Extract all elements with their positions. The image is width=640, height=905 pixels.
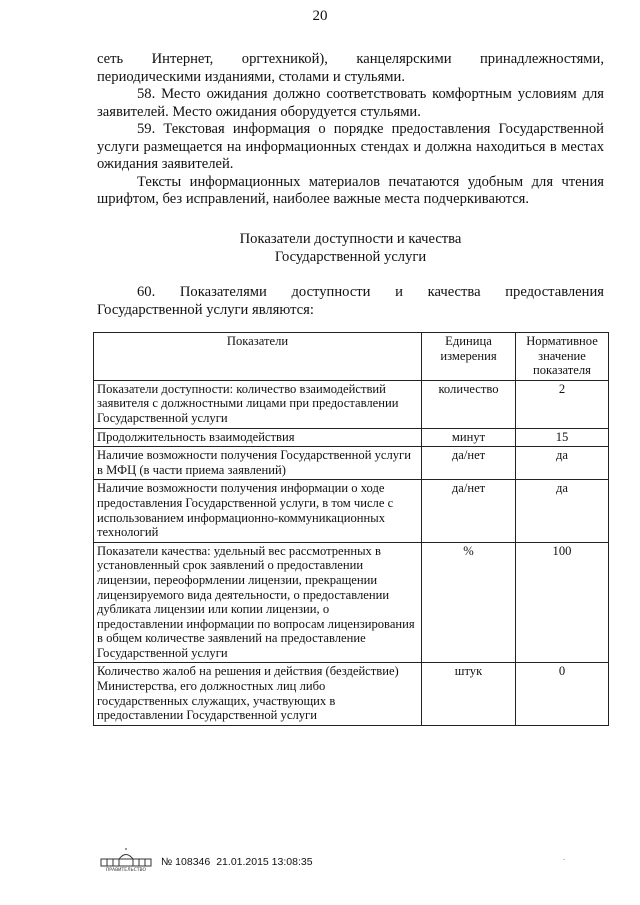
header-value: Нормативное значение показателя	[516, 333, 609, 381]
table-row	[94, 663, 609, 725]
body-text-p60	[97, 284, 604, 319]
section-heading-line-2: Государственной услуги	[274, 248, 427, 265]
cell-unit: штук	[422, 663, 516, 725]
cell-unit: да/нет	[422, 447, 516, 480]
paragraph-58: 58. Место ожидания должно соответствовать комфортным условиям для заявителей. Место ожидания оборудуется стульями.	[97, 86, 604, 120]
paragraph-59: 59. Текстовая информация о порядке предоставления Государственной услуги размещается на информационных стендах и должна находиться в местах ожидания заявителей.	[97, 121, 604, 172]
cell-value: 100	[516, 542, 609, 663]
table-row	[94, 542, 609, 663]
cell-indicator: Количество жалоб на решения и действия (бездействие) Министерства, его должностных лиц либо государственных служащих, участвующих в предоставлении Государственной услуги	[94, 663, 422, 725]
header-indicator: Показатели	[94, 333, 422, 381]
footer-stamp	[97, 848, 313, 875]
indicators-table-container	[93, 332, 608, 726]
cell-indicator: Продолжительность взаимодействия	[94, 428, 422, 447]
cell-unit: %	[422, 542, 516, 663]
continuation-paragraph: сеть Интернет, оргтехникой), канцелярскими принадлежностями, периодическими изданиями, столами и стульями.	[97, 51, 604, 85]
cell-value: да	[516, 447, 609, 480]
cell-value: 15	[516, 428, 609, 447]
paragraph-60: 60. Показателями доступности и качества предоставления Государственной услуги являются:	[97, 284, 604, 318]
cell-unit: да/нет	[422, 480, 516, 542]
cell-unit: количество	[422, 380, 516, 428]
cell-value: 0	[516, 663, 609, 725]
page-number: 20	[312, 8, 328, 24]
document-timestamp: 21.01.2015 13:08:35	[216, 855, 313, 868]
cell-indicator: Наличие возможности получения информации о ходе предоставления Государственной услуги, в том числе с использованием информационно-коммуникационных технологий	[94, 480, 422, 542]
cell-indicator: Показатели доступности: количество взаимодействий заявителя с должностными лицами при предоставлении Государственной услуги	[94, 380, 422, 428]
paragraph-info-materials: Тексты информационных материалов печатаются удобным для чтения шрифтом, без исправлений, наиболее важные места подчеркиваются.	[97, 173, 604, 207]
table-row	[94, 480, 609, 542]
section-heading-line-1: Показатели доступности и качества	[239, 231, 462, 247]
cell-indicator: Показатели качества: удельный вес рассмотренных в установленный срок заявлений о предоставлении лицензии, переоформлении лицензии, прекращении лицензируемого вида деятельности, о предоставлении дубликата лицензии или копии лицензии, о предоставлении информации по вопросам лицензирования в общем количестве заявлений на предоставление Государственной услуги	[94, 542, 422, 663]
cell-value: да	[516, 480, 609, 542]
cell-value: 2	[516, 380, 609, 428]
table-row	[94, 428, 609, 447]
body-text-top	[97, 51, 604, 209]
section-heading	[97, 231, 604, 266]
table-header-row	[94, 333, 609, 381]
table-row	[94, 380, 609, 428]
government-logo-icon	[97, 848, 155, 875]
corner-mark: .	[563, 852, 566, 862]
cell-unit: минут	[422, 428, 516, 447]
svg-text:ПРАВИТЕЛЬСТВО: ПРАВИТЕЛЬСТВО	[105, 868, 147, 872]
header-unit: Единица измерения	[422, 333, 516, 381]
indicators-table	[93, 332, 609, 726]
table-row	[94, 447, 609, 480]
document-number: № 108346	[161, 855, 211, 868]
cell-indicator: Наличие возможности получения Государственной услуги в МФЦ (в части приема заявлений)	[94, 447, 422, 480]
